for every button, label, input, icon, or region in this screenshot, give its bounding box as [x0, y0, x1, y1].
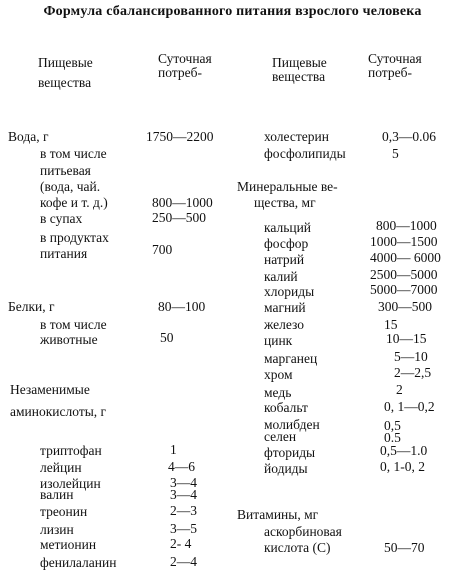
left-row-name: Белки, г: [8, 299, 55, 314]
left-row-name: изолейцин: [40, 476, 101, 491]
left-row-name: в супах: [40, 211, 83, 226]
right-row-value: 50—70: [384, 540, 425, 555]
right-row-value: 15: [384, 317, 398, 332]
left-row-value: 80—100: [158, 299, 206, 314]
right-row-value: 5—10: [394, 349, 428, 364]
left-row-value: 1: [170, 442, 177, 457]
right-row-name: натрий: [264, 252, 305, 267]
left-header-daily-line2: потреб-: [158, 65, 202, 80]
left-row-name: животные: [40, 332, 98, 347]
left-row-name: в продуктах: [40, 230, 109, 245]
right-row-name: фосфор: [264, 236, 309, 251]
right-row-name: кобальт: [264, 400, 308, 415]
left-row-value: 700: [152, 242, 173, 257]
right-row-value: 4000— 6000: [370, 250, 441, 265]
left-row-value: 50: [160, 330, 174, 345]
left-row-value: 3—4: [170, 475, 197, 490]
left-row-value: 2—3: [170, 503, 197, 518]
right-row-value: 1000—1500: [370, 234, 438, 249]
right-row-name: кальций: [264, 220, 312, 235]
right-row-name: железо: [264, 317, 305, 332]
right-header-substances-line1: Пищевые: [272, 55, 327, 70]
right-row-name: Минеральные ве-: [237, 179, 338, 194]
right-header-daily-line1: Суточная: [368, 51, 422, 66]
left-row-name: в том числе: [40, 146, 107, 161]
right-header-daily-line2: потреб-: [368, 65, 412, 80]
right-row-name: хром: [264, 367, 293, 382]
left-row-name: метионин: [40, 537, 97, 552]
left-row-name: аминокислоты, г: [10, 404, 107, 419]
right-row-name: аскорбиновая: [264, 524, 342, 539]
right-header-substances-line2: вещества: [272, 69, 326, 84]
left-row-value: 1750—2200: [146, 129, 214, 144]
left-row-name: питания: [40, 246, 88, 261]
right-row-name: щества, мг: [254, 195, 316, 210]
right-row-name: холестерин: [264, 129, 329, 144]
right-row-name: калий: [264, 269, 298, 284]
right-row-name: цинк: [264, 333, 293, 348]
right-row-name: йодиды: [264, 461, 308, 476]
right-row-value: 5000—7000: [370, 282, 438, 297]
left-row-name: треонин: [40, 504, 88, 519]
left-row-name: питьевая: [40, 163, 91, 178]
right-row-value: 0, 1-0, 2: [380, 459, 425, 474]
right-row-value: 2500—5000: [370, 267, 438, 282]
right-row-value: 0,5—1.0: [380, 443, 428, 458]
left-row-value: 250—500: [152, 210, 206, 225]
left-row-value: 2—4: [170, 554, 197, 569]
left-row-value: 2- 4: [170, 536, 192, 551]
right-row-name: молибден: [264, 417, 320, 432]
right-row-name: фосфолипиды: [264, 146, 346, 161]
right-row-name: медь: [264, 385, 292, 400]
right-row-name: магний: [264, 300, 306, 315]
right-row-name: фториды: [264, 445, 316, 460]
left-row-name: кофе и т. д.): [40, 195, 108, 210]
right-row-value: 0,3—0.06: [382, 129, 436, 144]
left-row-name: Незаменимые: [10, 382, 90, 397]
left-row-name: валин: [40, 487, 74, 502]
left-row-name: Вода, г: [8, 129, 49, 144]
left-row-name: триптофан: [40, 443, 102, 458]
right-row-name: марганец: [264, 351, 318, 366]
left-row-name: лейцин: [40, 460, 82, 475]
left-row-value: 800—1000: [152, 195, 213, 210]
page-title: Формула сбалансированного питания взрослого человека: [43, 4, 422, 19]
right-row-name: хлориды: [264, 284, 315, 299]
left-row-name: лизин: [40, 522, 74, 537]
left-header-substances-line2: вещества: [38, 75, 92, 90]
left-header-daily-line1: Суточная: [158, 51, 212, 66]
left-row-value: 3—5: [170, 521, 197, 536]
right-row-value: 2—2,5: [394, 365, 432, 380]
right-row-value: 800—1000: [376, 218, 437, 233]
right-row-value: 10—15: [386, 331, 427, 346]
right-row-name: кислота (С): [264, 540, 331, 555]
left-row-value: 4—6: [168, 459, 195, 474]
right-row-value: 2: [396, 382, 403, 397]
right-row-name: Витамины, мг: [237, 507, 319, 522]
right-row-value: 5: [392, 146, 399, 161]
left-row-name: (вода, чай.: [40, 179, 101, 194]
left-header-substances-line1: Пищевые: [38, 55, 93, 70]
left-row-value: 3—4: [170, 487, 197, 502]
left-row-name: фенилаланин: [40, 555, 117, 570]
right-row-value: 0.5: [384, 430, 401, 445]
right-row-name: селен: [264, 429, 297, 444]
right-row-value: 300—500: [378, 299, 432, 314]
left-row-name: в том числе: [40, 317, 107, 332]
right-row-value: 0,5: [384, 418, 401, 433]
right-row-value: 0, 1—0,2: [384, 399, 435, 414]
